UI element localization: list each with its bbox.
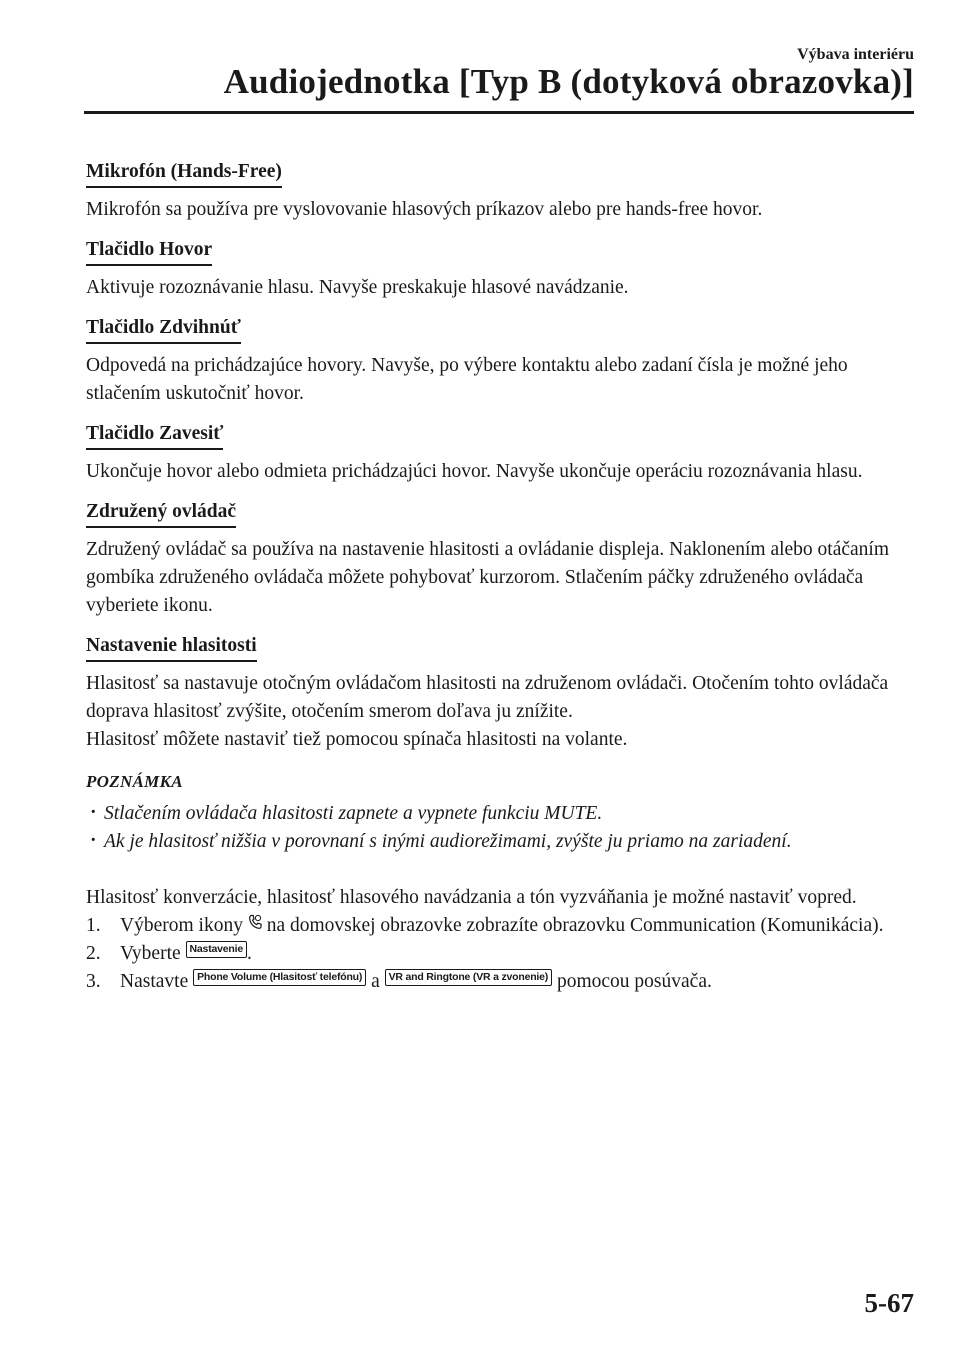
page-title: Audiojednotka [Typ B (dotyková obrazovka)] bbox=[223, 62, 914, 101]
header-divider bbox=[84, 111, 914, 114]
heading-pickup-button: Tlačidlo Zdvihnúť bbox=[86, 315, 241, 344]
header-section-label: Výbava interiéru bbox=[797, 46, 914, 63]
heading-volume-adjustment: Nastavenie hlasitosti bbox=[86, 633, 257, 662]
phone-icon[interactable] bbox=[248, 914, 262, 930]
note-list bbox=[86, 800, 918, 856]
step-item bbox=[86, 968, 918, 996]
phone-volume-button[interactable]: Phone Volume (Hlasitosť telefónu) bbox=[193, 969, 366, 986]
para-microphone: Mikrofón sa používa pre vyslovovanie hlasových príkazov alebo pre hands-free hovor. bbox=[86, 199, 763, 220]
step-text: Nastavte bbox=[120, 971, 189, 992]
step-item bbox=[86, 912, 918, 940]
step-text: na domovskej obrazovke zobrazíte obrazovku Communication (Komunikácia). bbox=[266, 915, 884, 936]
heading-commander-switch: Združený ovládač bbox=[86, 499, 236, 528]
heading-talk-button: Tlačidlo Hovor bbox=[86, 237, 212, 266]
para-talk-button: Aktivuje rozoznávanie hlasu. Navyše preskakuje hlasové navádzanie. bbox=[86, 277, 629, 298]
step-text: a bbox=[371, 971, 380, 992]
step-number: 1. bbox=[86, 915, 101, 936]
para-volume-adjustment: Hlasitosť sa nastavuje otočným ovládačom hlasitosti na združenom ovládači. Otočením tohto ovládača doprava hlasitosť zvýšite, otočením smerom doľava ju znížite. bbox=[86, 673, 889, 722]
step-text: pomocou posúvača. bbox=[556, 971, 712, 992]
para-commander-switch: Združený ovládač sa používa na nastavenie hlasitosti a ovládanie displeja. Naklonením alebo otáčaním gombíka združeného ovládača môžete pohybovať kurzorom. Stlačením páčky združeného ovládača vyberiete ikonu. bbox=[86, 539, 890, 616]
para-volume-steering: Hlasitosť môžete nastaviť tiež pomocou spínača hlasitosti na volante. bbox=[86, 729, 628, 750]
step-number: 3. bbox=[86, 971, 101, 992]
heading-microphone: Mikrofón (Hands-Free) bbox=[86, 159, 282, 188]
step-number: 2. bbox=[86, 943, 101, 964]
para-intro: Hlasitosť konverzácie, hlasitosť hlasového navádzania a tón vyzváňania je možné nastaviť vopred. bbox=[86, 887, 857, 908]
note-title: POZNÁMKA bbox=[86, 772, 183, 791]
para-hangup-button: Ukončuje hovor alebo odmieta prichádzajúci hovor. Navyše ukončuje operáciu rozoznávania hlasu. bbox=[86, 461, 863, 482]
steps-list bbox=[86, 912, 918, 996]
note-item: · Ak je hlasitosť nižšia v porovnaní s inými audiorežimami, zvýšte ju priamo na zariadení. bbox=[86, 828, 918, 856]
settings-button[interactable]: Nastavenie bbox=[186, 941, 247, 958]
note-item: · Stlačením ovládača hlasitosti zapnete a vypnete funkciu MUTE. bbox=[86, 800, 918, 828]
step-text: Vyberte bbox=[120, 943, 181, 964]
main-content bbox=[86, 158, 918, 996]
page-number: 5-67 bbox=[864, 1288, 914, 1318]
step-text: . bbox=[246, 943, 252, 964]
heading-hangup-button: Tlačidlo Zavesiť bbox=[86, 421, 223, 450]
step-item bbox=[86, 940, 918, 968]
para-pickup-button: Odpovedá na prichádzajúce hovory. Navyše, po výbere kontaktu alebo zadaní čísla je možné jeho stlačením uskutočniť hovor. bbox=[86, 355, 848, 404]
step-text: Výberom ikony bbox=[120, 915, 243, 936]
vr-ringtone-button[interactable]: VR and Ringtone (VR a zvonenie) bbox=[385, 969, 552, 986]
